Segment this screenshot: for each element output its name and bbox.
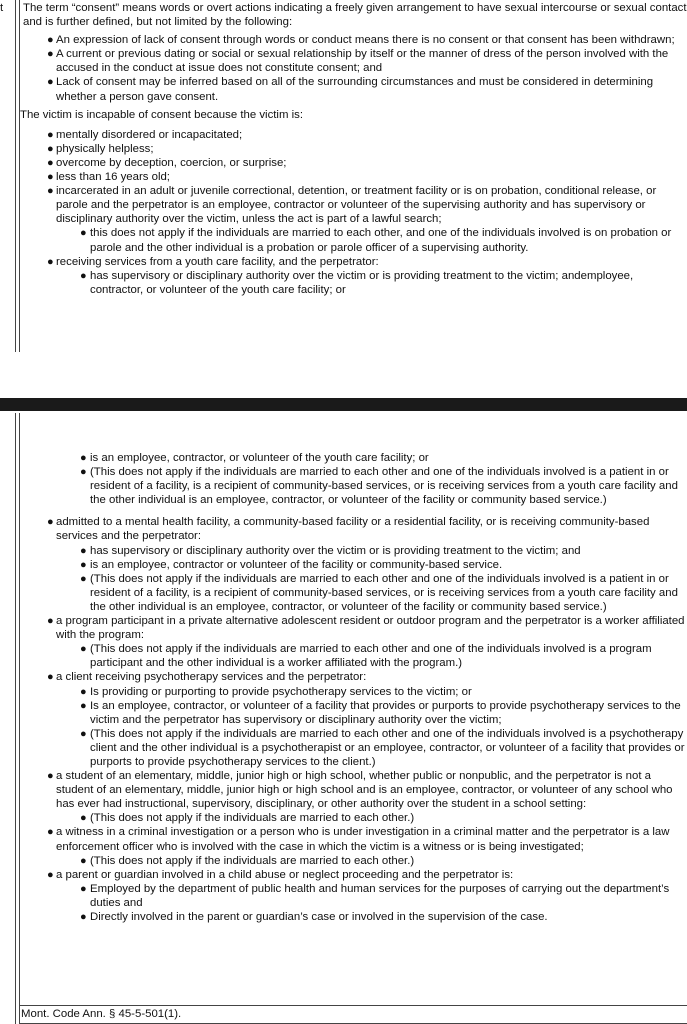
bullet-icon: ●: [80, 452, 87, 464]
sub-list-item: ● has supervisory or disciplinary authority over the victim or is providing treatment to the victim; and: [80, 544, 581, 557]
list-item: ● A current or previous dating or social or sexual relationship by itself or the manner of dress of the person involved with the accused in the conduct at issue does not constitute consent; and: [47, 48, 669, 75]
bullet-icon: ●: [80, 572, 87, 585]
sub-list-item: ● has supervisory or disciplinary authority over the victim or is providing treatment to the victim; andemployee, contractor, or volunteer of the youth care facility; or: [80, 269, 634, 296]
consent-list: [23, 33, 687, 103]
table-border-line: [15, 0, 16, 352]
list-item: ● a client receiving psychotherapy services and the perpetrator:: [47, 671, 367, 684]
sub-list-item: ● Is an employee, contractor, or volunteer of a facility that provides or purports to provide psychotherapy services to the victim and the perpetrator has supervisory or disciplinary authority over the victim;: [80, 699, 681, 726]
bullet-icon: ●: [47, 142, 54, 155]
bullet-icon: ●: [80, 227, 87, 240]
table-border-line: [19, 413, 20, 1024]
incapable-cell-continued: [23, 451, 687, 924]
bullet-icon: ●: [47, 185, 54, 198]
page-separator-bar: [0, 398, 687, 411]
sub-list-item: ● is an employee, contractor, or volunteer of the youth care facility; or: [80, 452, 429, 464]
bullet-icon: ●: [47, 826, 54, 839]
list-item: ● a witness in a criminal investigation or a person who is under investigation in a criminal matter and the perpetrator is a law enforcement officer who is involved with the case in which the victim is a witness or is being investigated;: [47, 826, 670, 853]
sub-list-item: ● this does not apply if the individuals are married to each other, and one of the individuals involved is on probation or parole and the other individual is a probation or parole officer of a supervising authority.: [80, 227, 672, 254]
bullet-icon: ●: [47, 615, 54, 628]
list-item: ● a program participant in a private alternative adolescent resident or outdoor program and the perpetrator is a worker affiliated with the program:: [47, 615, 685, 642]
bullet-icon: ●: [47, 671, 54, 684]
list-item: ● mentally disordered or incapacitated;: [47, 128, 243, 141]
cropped-cell-text: t: [0, 2, 4, 14]
bullet-icon: ●: [80, 882, 87, 895]
continued-list: [23, 451, 687, 507]
bullet-icon: ●: [47, 128, 54, 141]
bullet-icon: ●: [80, 544, 87, 557]
list-item: ● receiving services from a youth care facility, and the perpetrator:: [47, 255, 379, 268]
bullet-icon: ●: [47, 34, 54, 47]
sub-list-item: ● (This does not apply if the individuals are married to each other.): [80, 854, 415, 867]
bullet-icon: ●: [47, 76, 54, 89]
sub-list-item: ● (This does not apply if the individuals are married to each other.): [80, 812, 415, 825]
sub-list-item: ● Employed by the department of public health and human services for the purposes of carrying out the department’s duties and: [80, 882, 670, 909]
bullet-icon: ●: [47, 171, 54, 184]
sub-list-item: ● Directly involved in the parent or guardian’s case or involved in the supervision of the case.: [80, 911, 548, 923]
sub-list-item: ● (This does not apply if the individuals are married to each other and one of the individuals involved is a patient in or resident of a facility, is a recipient of community-based services, or is receiving services from a youth care facility and the other individual is an employee, contractor, or volunteer of the facility or community based service.): [80, 572, 678, 613]
sub-list-item: ● Is providing or purporting to provide psychotherapy services to the victim; or: [80, 685, 472, 698]
bullet-icon: ●: [80, 685, 87, 698]
bullet-icon: ●: [47, 770, 54, 783]
bullet-icon: ●: [47, 516, 54, 529]
consent-definition-cell: [20, 1, 687, 301]
table-border-line: [15, 413, 16, 1024]
consent-intro: The term “consent” means words or overt actions indicating a freely given arrangement to have sexual intercourse or sexual contact and is further defined, but not limited by the following:: [23, 2, 687, 29]
sub-list-item: ● (This does not apply if the individuals are married to each other and one of the individuals involved is a psychotherapy client and the other individual is a psychotherapist or an employee, contractor, or volunteer of a facility that provides or purports to provide psychotherapy services to the client.): [80, 727, 685, 768]
document-panel-top: [0, 0, 687, 352]
bullet-icon: ●: [80, 466, 87, 479]
list-item: ● An expression of lack of consent through words or conduct means there is no consent or that consent has been withdrawn;: [47, 34, 675, 47]
list-item: ● physically helpless;: [47, 142, 154, 155]
list-item: ● a parent or guardian involved in a child abuse or neglect proceeding and the perpetrator is:: [47, 868, 514, 881]
bullet-icon: ●: [80, 911, 87, 923]
document-panel-bottom: [0, 413, 687, 1024]
bullet-icon: ●: [47, 255, 54, 268]
list-item: ● Lack of consent may be inferred based on all of the surrounding circumstances and must be considered in determining whether a person gave consent.: [47, 76, 654, 103]
sub-list-item: ● (This does not apply if the individuals are married to each other and one of the individuals involved is a program participant and the other individual is a worker affiliated with the program.): [80, 643, 652, 670]
sub-list-item: ● (This does not apply if the individuals are married to each other and one of the individuals involved is a patient in or resident of a facility, is a recipient of community-based services, or is receiving services from a youth care facility and the other individual is an employee, contractor, or volunteer of the facility or community based service.): [80, 466, 678, 507]
category-list: [23, 515, 687, 924]
list-item: ● admitted to a mental health facility, a community-based facility or a residential facility, or is receiving community-based services and the perpetrator:: [47, 516, 650, 543]
incapable-intro: The victim is incapable of consent because the victim is:: [20, 108, 303, 121]
statute-citation: Mont. Code Ann. § 45-5-501(1).: [21, 1007, 182, 1020]
list-item: ● overcome by deception, coercion, or surprise;: [47, 156, 287, 169]
bullet-icon: ●: [80, 643, 87, 656]
bullet-icon: ●: [80, 269, 87, 282]
bullet-icon: ●: [47, 48, 54, 61]
table-border-line: [19, 0, 20, 352]
bullet-icon: ●: [80, 854, 87, 867]
bullet-icon: ●: [80, 699, 87, 712]
list-item: ● a student of an elementary, middle, junior high or high school, whether public or nonpublic, and the perpetrator is not a student of an elementary, middle, junior high or high school and is an employee, contractor, or volunteer of any school who has ever had instructional, supervisory, disciplinary, or other authority over the student in a school setting:: [47, 770, 673, 811]
bullet-icon: ●: [47, 156, 54, 169]
table-border-line: [19, 1005, 687, 1006]
incapable-list: [23, 128, 687, 297]
bullet-icon: ●: [80, 727, 87, 740]
bullet-icon: ●: [80, 812, 87, 825]
list-item: ● incarcerated in an adult or juvenile correctional, detention, or treatment facility or is on probation, conditional release, or parole and the perpetrator is an employee, contractor or volunteer of the supervising authority and has supervisory or disciplinary authority over the victim, unless the act is part of a lawful search;: [47, 185, 657, 226]
sub-list-item: ● is an employee, contractor or volunteer of the facility or community-based service.: [80, 558, 503, 571]
bullet-icon: ●: [47, 868, 54, 881]
bullet-icon: ●: [80, 558, 87, 571]
list-item: ● less than 16 years old;: [47, 171, 170, 184]
